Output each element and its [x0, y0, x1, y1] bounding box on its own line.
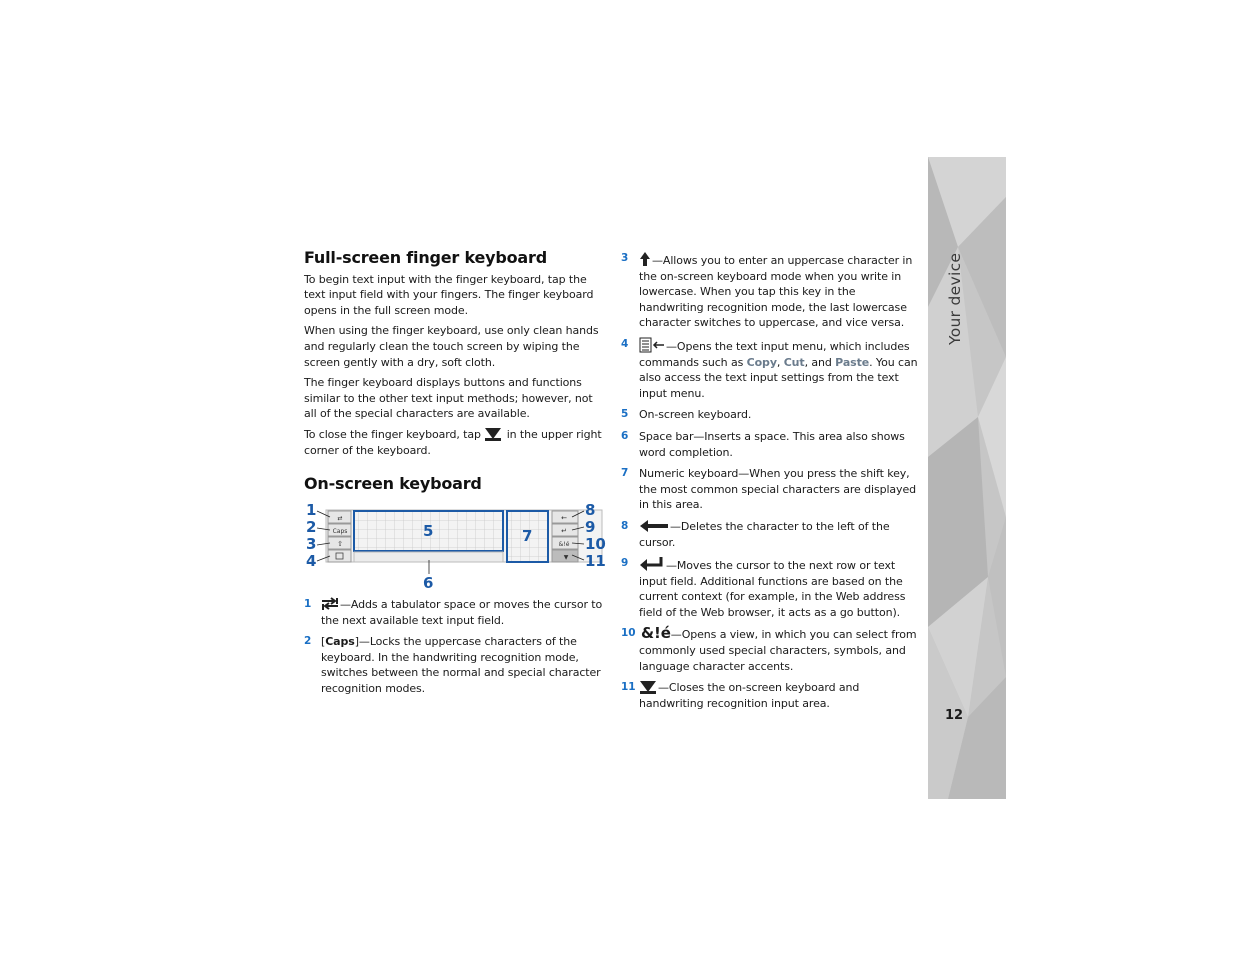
callout-11: 11 — [585, 552, 606, 570]
callout-1: 1 — [306, 501, 317, 519]
svg-text:⇧: ⇧ — [337, 540, 343, 548]
callout-7: 7 — [522, 527, 533, 545]
paragraph: When using the finger keyboard, use only clean hands and regularly clean the touch screen by wiping the screen gently with a dry, soft cloth. — [304, 324, 599, 369]
callout-2: 2 — [306, 518, 317, 536]
paragraph: To begin text input with the finger keyboard, tap the text input field with your fingers. The finger keyboard opens in the full screen mode. — [304, 272, 594, 317]
left-column — [304, 250, 604, 498]
callout-3: 3 — [306, 535, 317, 553]
svg-text:▼: ▼ — [563, 554, 569, 561]
list-item: 11 —Closes the on-screen keyboard and handwriting recognition input area. — [621, 681, 860, 710]
list-item: 1 —Adds a tabulator space or moves the cursor to the next available text input field. — [304, 598, 603, 627]
legend-list-left — [304, 597, 604, 703]
special-key-label: &!é — [558, 541, 570, 548]
list-item: 10 &!é—Opens a view, in which you can select from commonly used special characters, symbols, and language character accents. — [621, 624, 917, 673]
caps-key-label: Caps — [332, 528, 348, 535]
callout-4: 4 — [306, 552, 317, 570]
list-item: 2 [Caps]—Locks the uppercase characters of the keyboard. In the handwriting recognition mode, switches between the normal and special character recognition modes. — [304, 635, 601, 695]
enter-arrow-icon — [639, 556, 665, 572]
command-paste: Paste — [835, 355, 870, 369]
list-item: 7 Numeric keyboard—When you press the shift key, the most common special characters are displayed in this area. — [621, 467, 917, 512]
section-sidebar — [928, 157, 1006, 799]
text-menu-icon — [639, 337, 665, 353]
backspace-arrow-icon — [639, 519, 669, 533]
page-number: 12 — [945, 708, 964, 723]
section-title: Your device — [946, 252, 964, 345]
svg-text:↵: ↵ — [561, 527, 567, 535]
legend-list-right — [621, 251, 923, 717]
callout-10: 10 — [585, 535, 606, 553]
list-item: 3 —Allows you to enter an uppercase character in the on-screen keyboard mode when you write in lowercase. When you tap this key in the handwriting recognition mode, the last lowercase character switches to uppercase, and vice versa. — [621, 252, 913, 330]
list-item: 9 —Moves the cursor to the next row or text input field. Additional functions are based on the current context (for example, in the Web address field of the Web browser, it acts as a go button). — [621, 557, 906, 619]
tab-key-icon — [321, 597, 339, 611]
command-copy: Copy — [746, 355, 777, 369]
callout-6: 6 — [423, 574, 434, 592]
paragraph-close-keyboard: To close the finger keyboard, tap in the upper right corner of the keyboard. — [304, 427, 602, 457]
svg-text:←: ← — [561, 514, 567, 522]
close-keyboard-icon — [639, 680, 657, 694]
heading-full-screen-keyboard: Full-screen finger keyboard — [304, 248, 547, 267]
list-item: 8 —Deletes the character to the left of the cursor. — [621, 519, 890, 549]
heading-on-screen-keyboard: On-screen keyboard — [304, 474, 482, 494]
sidebar-pattern — [928, 157, 1006, 799]
keyboard-illustration — [304, 502, 604, 594]
callout-8: 8 — [585, 501, 596, 519]
keyboard-diagram — [304, 502, 604, 594]
callout-5: 5 — [423, 522, 434, 540]
shift-arrow-icon — [639, 251, 651, 267]
command-cut: Cut — [783, 355, 805, 369]
list-item: 4 —Opens the text input menu, which includes commands such as Copy, Cut, and Paste. You can also access the text input settings from the text input menu. — [621, 337, 918, 400]
list-item: 5 On-screen keyboard. — [621, 408, 752, 422]
paragraph: The finger keyboard displays buttons and functions similar to the other text input methods; however, not all of the special characters are available. — [304, 376, 593, 421]
special-characters-icon: &!é — [641, 624, 671, 643]
list-item: 6 Space bar—Inserts a space. This area also shows word completion. — [621, 429, 905, 459]
callout-9: 9 — [585, 518, 596, 536]
close-keyboard-icon — [484, 427, 502, 441]
svg-text:⇄: ⇄ — [337, 515, 343, 522]
